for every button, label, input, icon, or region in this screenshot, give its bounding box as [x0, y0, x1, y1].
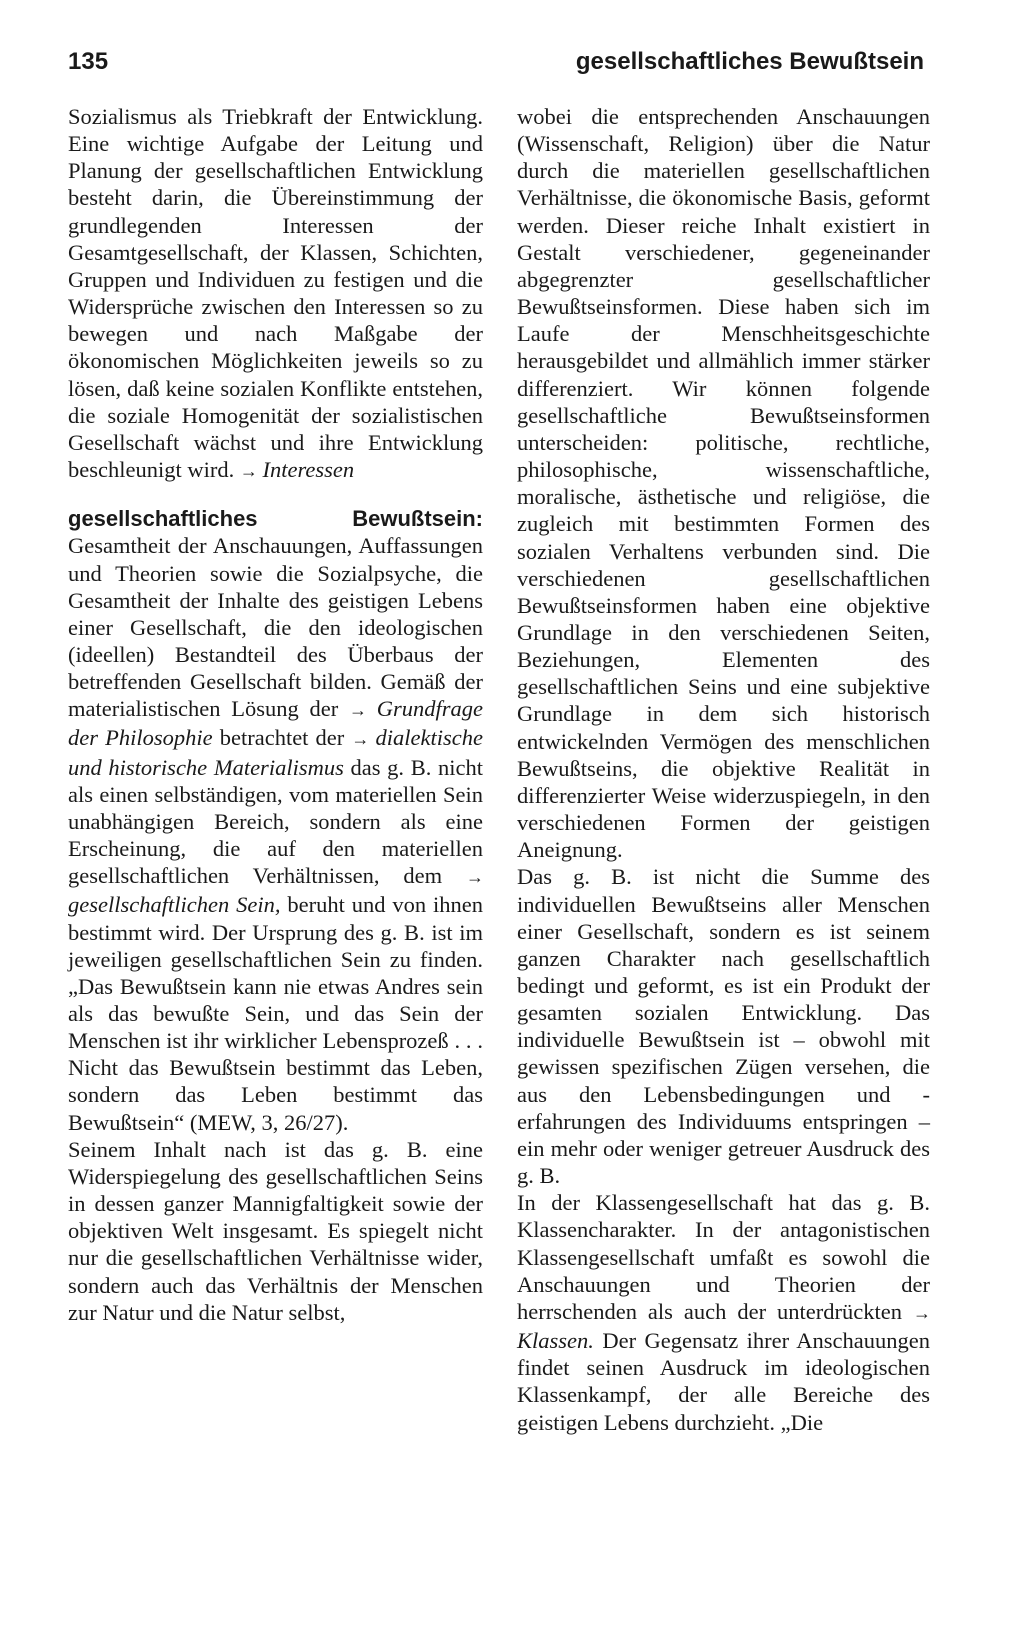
page-number: 135 [68, 48, 109, 75]
cross-reference-arrow: → [348, 700, 366, 721]
paragraph-text: Der Gegensatz ihrer Anschauungen findet seinen Ausdruck im ideologischen Klassenkampf, der alle Bereiche des geistigen Lebens durchzieht. „Die [517, 1328, 930, 1435]
cross-reference-klassen: Klassen. [517, 1328, 594, 1354]
paragraph [517, 1189, 930, 1435]
entry-text: Gesamtheit der Anschauungen, Auffassungen und Theorien sowie die Sozialpsyche, die Gesamtheit der Inhalte des geistigen Lebens einer Gesellschaft, die den ideologischen (ideellen) Bestandteil des Überbaus der betreffenden Gesellschaft bilden. Gemäß der materialistischen Lösung der [68, 533, 483, 722]
entry-headword: gesellschaftliches Bewußtsein: [68, 506, 483, 532]
cross-reference-arrow: → [913, 1302, 930, 1323]
cross-reference-gesellschaftliches-sein: gesellschaftlichen Sein, [68, 892, 281, 918]
cross-reference-arrow: → [351, 729, 369, 750]
left-column [68, 103, 483, 1326]
cross-reference-interessen: Interessen [262, 457, 355, 483]
cross-reference-grundfrage: Grundfrage der Philosophie [68, 696, 483, 751]
right-column [517, 103, 930, 1436]
running-head: gesellschaftliches Bewußtsein [575, 48, 924, 75]
paragraph-text: Sozialismus als Triebkraft der Entwicklung. Eine wichtige Aufgabe der Leitung und Planung der gesellschaftlichen Entwicklung besteht darin, die Übereinstimmung der grundlegenden Interessen der Gesamtgesellschaft, der Klassen, Schichten, Gruppen und Individuen zu festigen und die Widersprüche zwischen den Interessen so zu bewegen und nach Maßgabe der ökonomischen Möglichkeiten jeweils so zu lösen, daß keine sozialen Konflikte entstehen, die soziale Homogenität der sozialistischen Gesellschaft wächst und ihre Entwicklung beschleunigt wird. [68, 104, 483, 483]
dictionary-entry [68, 505, 483, 1136]
cross-reference-arrow: → [466, 867, 483, 888]
paragraph-text: In der Klassengesellschaft hat das g. B. Klassencharakter. In der antagonistischen Klassengesellschaft umfaßt es sowohl die Anschauungen und Theorien der herrschenden als auch der unterdrückten [517, 1190, 930, 1324]
entry-text: das g. B. nicht als einen selbständigen, vom materiellen Sein unabhängigen Bereich, sondern als eine Erscheinung, die auf den materiellen gesellschaftlichen Verhältnissen, dem [68, 754, 484, 889]
cross-reference-materialismus: dialektische und historische Materialismus [68, 725, 483, 780]
cross-reference-arrow: → [239, 461, 257, 482]
entry-text: betrachtet der [219, 725, 345, 751]
paragraph: Seinem Inhalt nach ist das g. B. eine Widerspiegelung des gesellschaftlichen Seins in dessen ganzer Mannigfaltigkeit sowie der objektiven Welt insgesamt. Es spiegelt nicht nur die gesellschaftlichen Verhältnisse wider, sondern auch das Verhältnis der Menschen zur Natur und die Natur selbst, [68, 1136, 483, 1325]
paragraph-continuation [68, 103, 483, 485]
paragraph: wobei die entsprechenden Anschauungen (Wissenschaft, Religion) über die Natur durch die materiellen gesellschaftlichen Verhältnisse, die ökonomische Basis, geformt werden. Dieser reiche Inhalt existiert in Gestalt verschiedener, gegeneinander abgegrenzter gesellschaftlicher Bewußtseinsformen. Diese haben sich im Laufe der Menschheitsgeschichte herausgebildet und allmählich immer stärker differenziert. Wir können folgende gesellschaftliche Bewußtseinsformen unterscheiden: politische, rechtliche, philosophische, wissenschaftliche, moralische, ästhetische und religiöse, die zugleich mit bestimmten Formen des sozialen Verhaltens verbunden sind. Die verschiedenen gesellschaftlichen Bewußtseinsformen haben eine objektive Grundlage in den verschiedenen Seiten, Beziehungen, Elementen des gesellschaftlichen Seins und eine subjektive Grundlage in dem sich historisch entwickelnden Vermögen des menschlichen Bewußtseins, die objektive Realität in differenzierter Weise widerzuspiegeln, in den verschiedenen Formen der geistigen Aneignung. [517, 104, 930, 863]
paragraph: Das g. B. ist nicht die Summe des individuellen Bewußtseins aller Menschen einer Gesellschaft, sondern es ist seinem ganzen Charakter nach gesellschaftlich bedingt und geformt, es ist ein Produkt der gesamten sozialen Entwicklung. Das individuelle Bewußtsein ist – obwohl mit gewissen spezifischen Zügen versehen, die aus den Lebensbedingungen und -erfahrungen des Individuums entspringen – ein mehr oder weniger getreuer Ausdruck des g. B. [517, 864, 930, 1189]
entry-text: beruht und von ihnen bestimmt wird. Der Ursprung des g. B. ist im jeweiligen gesellschaftlichen Sein zu finden. „Das Bewußtsein kann nie etwas Andres sein als das bewußte Sein, und das Sein der Menschen ist ihr wirklicher Lebensprozeß . . . Nicht das Bewußtsein bestimmt das Leben, sondern das Leben bestimmt das Bewußtsein“ (MEW, 3, 26/27). [68, 892, 483, 1135]
page-header [68, 48, 924, 88]
entry-spacer [68, 485, 483, 505]
